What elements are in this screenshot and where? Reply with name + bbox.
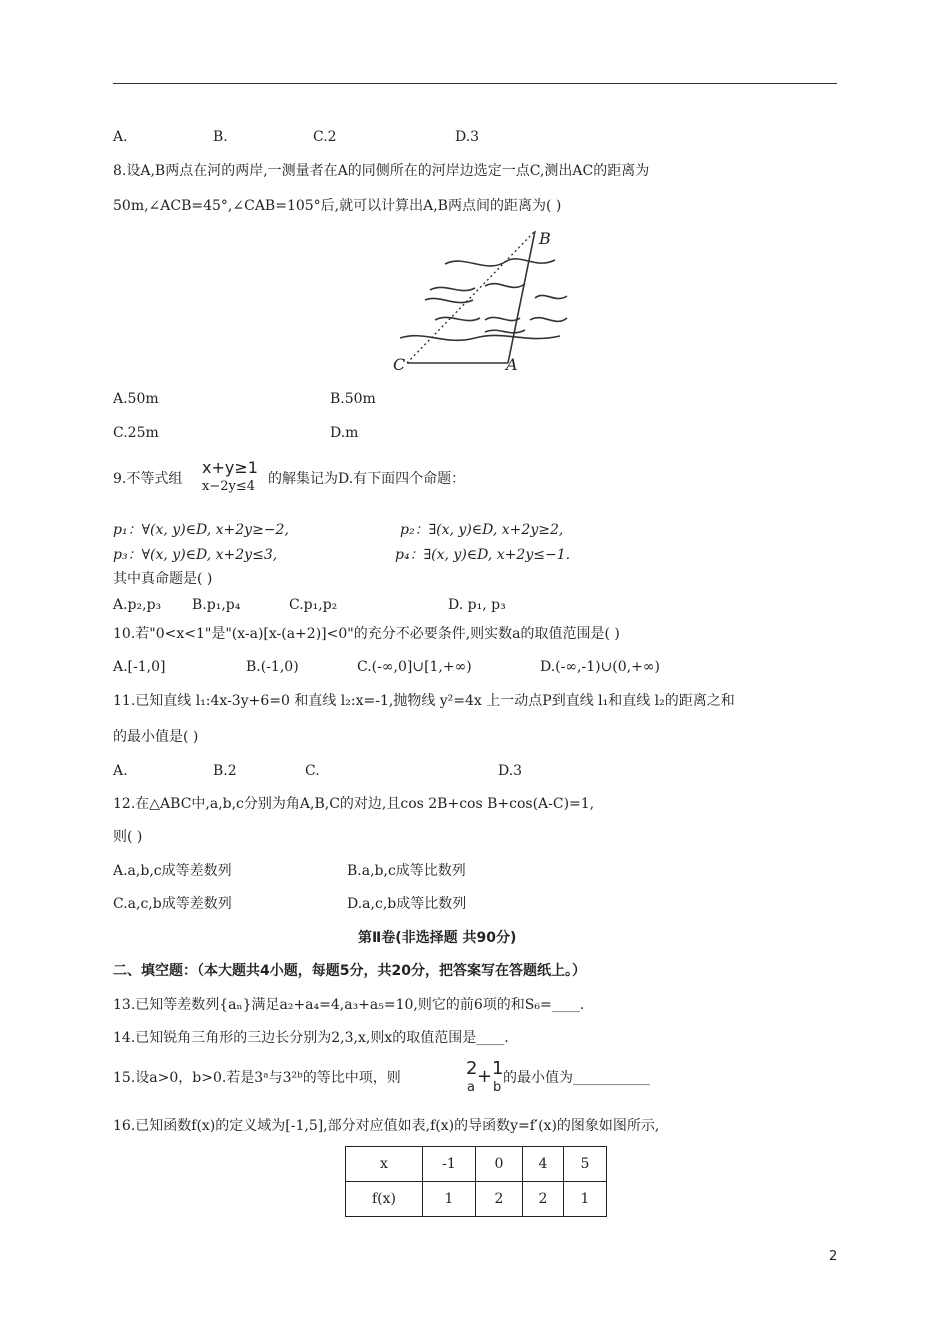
table-cell: f(x) [346, 1182, 423, 1217]
q9-proposition-p3: p₃：∀(x, y)∈D, x+2y≤3, [113, 547, 278, 563]
q9-option-c: C.p₁,p₂ [289, 597, 338, 613]
q12-stem-line2: 则( ) [113, 829, 143, 845]
q10-option-b: B.(-1,0) [246, 659, 299, 675]
river-figure [385, 222, 585, 377]
q15-plus: + [477, 1066, 493, 1087]
header-rule [113, 83, 837, 84]
q14-stem: 14.已知锐角三角形的三边长分别为2,3,x,则x的取值范围是____. [113, 1030, 509, 1046]
q8-option-a: A.50m [113, 391, 159, 407]
q8-stem-line2: 50m,∠ACB=45°,∠CAB=105°后,就可以计算出A,B两点间的距离为( ) [113, 198, 562, 214]
q9-inequality-1: x+y≥1 [202, 458, 258, 477]
q8-option-d: D.m [330, 425, 359, 441]
q15-fraction2-denominator: b [493, 1080, 502, 1095]
q15-fraction2-numerator: 1 [492, 1058, 504, 1079]
table-row [346, 1147, 607, 1182]
q11-stem-line2: 的最小值是( ) [113, 729, 199, 745]
q9-option-a: A.p₂,p₃ [113, 597, 162, 613]
q11-stem-line1: 11.已知直线 l₁:4x-3y+6=0 和直线 l₂:x=-1,抛物线 y²=4x 上一动点P到直线 l₁和直线 l₂的距离之和 [113, 693, 735, 709]
q8-option-c: C.25m [113, 425, 159, 441]
value-table [345, 1146, 607, 1217]
table-cell: 1 [423, 1182, 476, 1217]
section-fill-in-heading: 二、填空题：（本大题共4小题，每题5分，共20分，把答案写在答题纸上。） [113, 963, 586, 979]
q9-question: 其中真命题是( ) [113, 571, 213, 587]
q13-stem: 13.已知等差数列{aₙ}满足a₂+a₄=4,a₃+a₅=10,则它的前6项的和S₆=____. [113, 997, 585, 1013]
q7-option-d: D.3 [455, 129, 480, 145]
q7-option-b: B. [213, 129, 228, 145]
q12-option-a: A.a,b,c成等差数列 [113, 863, 232, 879]
q8-option-b: B.50m [330, 391, 376, 407]
q8-stem-line1: 8.设A,B两点在河的两岸,一测量者在A的同侧所在的河岸边选定一点C,测出AC的距离为 [113, 163, 650, 179]
q15-prefix: 15.设a>0，b>0.若是3ᵃ与3²ᵇ的等比中项，则 [113, 1070, 401, 1086]
q12-option-d: D.a,c,b成等比数列 [347, 896, 467, 912]
q9-proposition-p2: p₂：∃(x, y)∈D, x+2y≥2, [400, 522, 564, 538]
q15-fraction1-numerator: 2 [466, 1058, 478, 1079]
q9-option-b: B.p₁,p₄ [192, 597, 241, 613]
q11-option-b: B.2 [213, 763, 237, 779]
table-row [346, 1182, 607, 1217]
q9-prefix: 9.不等式组 [113, 471, 183, 487]
q10-option-d: D.(-∞,-1)∪(0,+∞) [540, 659, 660, 675]
q11-option-a: A. [113, 763, 128, 779]
q11-option-c: C. [305, 763, 320, 779]
q12-option-c: C.a,c,b成等差数列 [113, 896, 232, 912]
table-cell: x [346, 1147, 423, 1182]
table-cell: 2 [476, 1182, 523, 1217]
q9-inequality-2: x−2y≤4 [202, 479, 256, 494]
q16-stem: 16.已知函数f(x)的定义域为[-1,5],部分对应值如表,f(x)的导函数y=f′(x)的图象如图所示, [113, 1118, 660, 1134]
q7-option-c: C.2 [313, 129, 337, 145]
table-cell: 4 [523, 1147, 564, 1182]
q10-stem: 10.若"0<x<1"是"(x-a)[x-(a+2)]<0"的充分不必要条件,则实数a的取值范围是( ) [113, 626, 620, 642]
q9-proposition-p4: p₄：∃(x, y)∈D, x+2y≤−1. [395, 547, 571, 563]
q12-stem-line1: 12.在△ABC中,a,b,c分别为角A,B,C的对边,且cos 2B+cos B+cos(A-C)=1, [113, 796, 595, 812]
part2-title: 第Ⅱ卷(非选择题 共90分) [358, 930, 517, 946]
q10-option-c: C.(-∞,0]∪[1,+∞) [357, 659, 472, 675]
table-cell: -1 [423, 1147, 476, 1182]
q10-option-a: A.[-1,0] [113, 659, 166, 675]
table-cell: 2 [523, 1182, 564, 1217]
q12-option-b: B.a,b,c成等比数列 [347, 863, 466, 879]
page-number: 2 [829, 1249, 838, 1264]
q9-option-d: D. p₁, p₃ [448, 597, 506, 613]
q15-suffix: 的最小值为___________ [503, 1070, 650, 1086]
q9-proposition-p1: p₁：∀(x, y)∈D, x+2y≥−2, [113, 522, 289, 538]
table-cell: 5 [564, 1147, 607, 1182]
q11-option-d: D.3 [498, 763, 523, 779]
table-cell: 1 [564, 1182, 607, 1217]
label-c: C [393, 355, 406, 374]
table-cell: 0 [476, 1147, 523, 1182]
q15-fraction1-denominator: a [467, 1080, 475, 1095]
label-b: B [539, 229, 551, 248]
label-a: A [506, 355, 518, 374]
q9-suffix: 的解集记为D.有下面四个命题： [268, 471, 466, 487]
q7-option-a: A. [113, 129, 128, 145]
